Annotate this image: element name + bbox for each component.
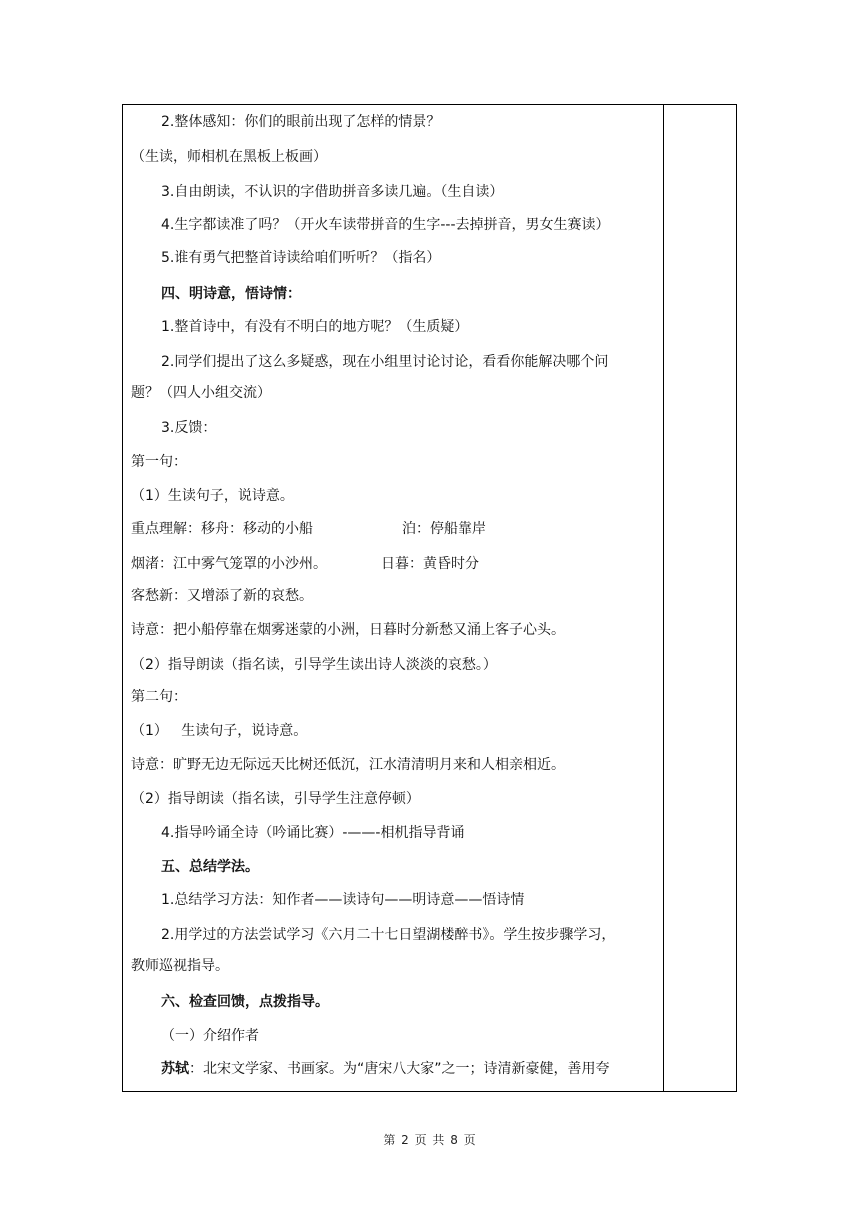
page-footer: 第 2 页 共 8 页 [383,1133,477,1147]
text-line: （2）指导朗读（指名读，引导学生注意停顿） [131,791,420,807]
text-line: （1）生读句子，说诗意。 [131,488,294,504]
section-heading: 五、总结学法。 [161,859,259,875]
text-line: （2）指导朗读（指名读，引导学生读出诗人淡淡的哀愁。） [131,657,497,673]
text-line: 诗意：旷野无边无际远天比树还低沉，江水清清明月来和人相亲相近。 [131,757,565,773]
text-line: （一）介绍作者 [161,1028,259,1044]
text-line [161,1059,610,1079]
text-line: 2.同学们提出了这么多疑惑，现在小组里讨论讨论，看看你能解决哪个问 [161,354,609,370]
text-line: 5.谁有勇气把整首诗读给咱们听听？（指名） [161,250,441,266]
text-line: 重点理解：移舟：移动的小船 [131,521,313,537]
text-line: 第二句： [131,689,187,705]
table-column-divider [663,104,664,1092]
text-line: 客愁新：又增添了新的哀愁。 [131,588,313,604]
text-line: 烟渚：江中雾气笼罩的小沙州。 [131,556,327,572]
text-line: （1） 生读句子，说诗意。 [131,723,308,739]
author-name: 苏轼 [161,1061,189,1077]
section-heading: 六、检查回馈，点拨指导。 [161,994,329,1010]
text-line: 教师巡视指导。 [131,958,229,974]
text-line: 日暮：黄昏时分 [381,556,479,572]
text-line: 1.总结学习方法：知作者——读诗句——明诗意——悟诗情 [161,892,525,908]
text-line: 诗意：把小船停靠在烟雾迷蒙的小洲，日暮时分新愁又涌上客子心头。 [131,622,565,638]
text-line: 3.自由朗读，不认识的字借助拼音多读几遍。（生自读） [161,184,504,200]
text-line: 1.整首诗中，有没有不明白的地方呢？（生质疑） [161,319,469,335]
text-line: 第一句： [131,454,187,470]
text-line: 4.指导吟诵全诗（吟诵比赛）-——-相机指导背诵 [161,825,465,841]
section-heading: 四、明诗意，悟诗情： [161,286,301,302]
text-line: （生读，师相机在黑板上板画） [131,149,327,165]
text-line: 2.整体感知：你们的眼前出现了怎样的情景？ [161,114,441,130]
text-line: 3.反馈： [161,420,217,436]
text-line: 4.生字都读准了吗？（开火车读带拼音的生字---去掉拼音，男女生赛读） [161,217,610,233]
text-line: 泊：停船靠岸 [402,521,486,537]
author-description: ：北宋文学家、书画家。为“唐宋八大家”之一；诗清新豪健，善用夸 [189,1061,610,1077]
text-line: 题？（四人小组交流） [131,385,271,401]
text-line: 2.用学过的方法尝试学习《六月二十七日望湖楼醉书》。学生按步骤学习， [161,927,616,943]
